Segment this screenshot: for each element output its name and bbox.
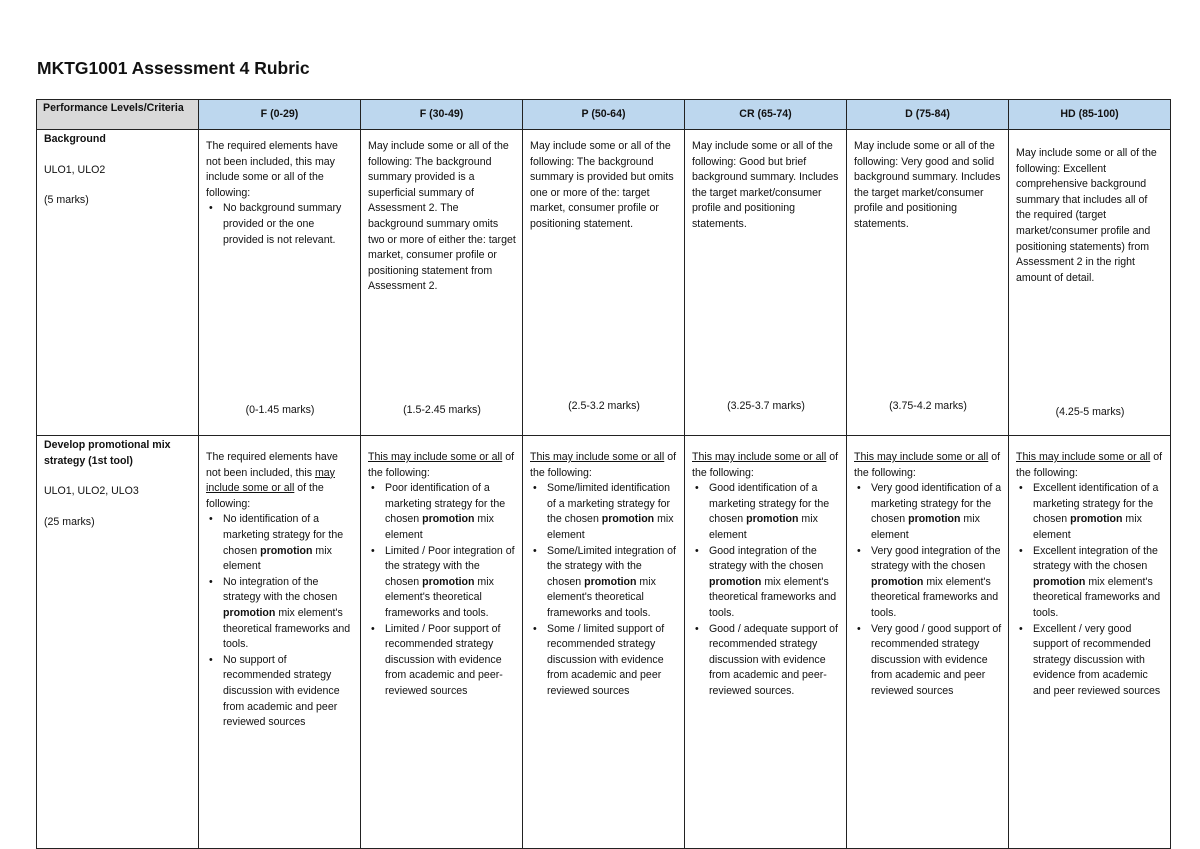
level-description: May include some or all of the following: Good but brief background summary. Includes the target market/consumer profile and positioning statements. (692, 140, 839, 230)
header-level-hd: HD (85-100) (1009, 100, 1171, 130)
list-item: • No support of recommended strategy discussion with evidence from academic and peer reviewed sources (223, 653, 354, 731)
header-level-cr: CR (65-74) (685, 100, 847, 130)
list-item: • Good / adequate support of recommended strategy discussion with evidence from academic and peer-reviewed sources. (709, 622, 840, 700)
level-cell (199, 436, 361, 849)
level-cell (361, 130, 523, 436)
header-level-f-30-49: F (30-49) (361, 100, 523, 130)
level-lead: This may include some or all of the following: (530, 451, 677, 479)
level-lead: This may include some or all of the following: (854, 451, 1001, 479)
criterion-cell (37, 436, 199, 849)
header-level-p: P (50-64) (523, 100, 685, 130)
level-cell (1009, 436, 1171, 849)
criterion-marks: (5 marks) (44, 194, 89, 207)
level-description: May include some or all of the following: Very good and solid background summary. Includes the target market/consumer profile and positioning statements. (854, 140, 1001, 230)
header-level-f-0-29: F (0-29) (199, 100, 361, 130)
table-row-promotional-mix (37, 436, 1171, 849)
criterion-cell (37, 130, 199, 436)
criterion-marks: (25 marks) (44, 515, 95, 528)
list-item: • Good integration of the strategy with the chosen promotion mix element's theoretical frameworks and tools. (709, 544, 840, 622)
list-item: • No identification of a marketing strategy for the chosen promotion mix element (223, 512, 354, 574)
level-lead: This may include some or all of the following: (692, 451, 839, 479)
list-item: • Limited / Poor integration of the strategy with the chosen promotion mix element's theoretical frameworks and tools. (385, 544, 516, 622)
level-cell (361, 436, 523, 849)
criterion-ulo: ULO1, ULO2 (44, 163, 106, 176)
header-criteria: Performance Levels/Criteria (37, 100, 199, 130)
list-item: • Limited / Poor support of recommended strategy discussion with evidence from academic and peer-reviewed sources (385, 622, 516, 700)
header-level-d: D (75-84) (847, 100, 1009, 130)
level-lead: The required elements have not been included, this may include some or all of the following: (206, 451, 338, 510)
level-cell (847, 130, 1009, 436)
page-title: MKTG1001 Assessment 4 Rubric (37, 58, 310, 78)
level-description: The required elements have not been included, this may include some or all of the following: (206, 140, 338, 199)
list-item: • Excellent / very good support of recommended strategy discussion with evidence from academic and peer reviewed sources (1033, 622, 1164, 700)
list-item: • Very good integration of the strategy with the chosen promotion mix element's theoretical frameworks and tools. (871, 544, 1002, 622)
level-cell (523, 436, 685, 849)
level-marks: (1.5-2.45 marks) (403, 404, 481, 416)
level-marks: (0-1.45 marks) (245, 404, 315, 416)
criterion-title: Background (44, 133, 106, 145)
level-marks: (3.25-3.7 marks) (727, 400, 805, 412)
level-description: May include some or all of the following: The background summary provided is a superficial summary of Assessment 2. The background summary omits two or more of either the: target market, consumer profile or positioning statement from Assessment 2. (368, 140, 516, 293)
list-item: • No integration of the strategy with the chosen promotion mix element's theoretical frameworks and tools. (223, 575, 354, 653)
criterion-title: Develop promotional mix strategy (1st tool) (44, 439, 171, 467)
list-item: • Poor identification of a marketing strategy for the chosen promotion mix element (385, 481, 516, 543)
level-cell (1009, 130, 1171, 436)
level-marks: (4.25-5 marks) (1055, 406, 1125, 418)
criterion-ulo: ULO1, ULO2, ULO3 (44, 485, 139, 498)
level-lead: This may include some or all of the following: (368, 451, 515, 479)
list-item: • Very good identification of a marketing strategy for the chosen promotion mix element (871, 481, 1002, 543)
level-cell (685, 130, 847, 436)
level-marks: (3.75-4.2 marks) (889, 400, 967, 412)
list-item: • Some/limited identification of a marketing strategy for the chosen promotion mix element (547, 481, 678, 543)
list-item: • Very good / good support of recommended strategy discussion with evidence from academic and peer reviewed sources (871, 622, 1002, 700)
level-lead: This may include some or all of the following: (1016, 451, 1163, 479)
list-item: • No background summary provided or the one provided is not relevant. (223, 201, 354, 248)
list-item: • Some/Limited integration of the strategy with the chosen promotion mix element's theoretical frameworks and tools. (547, 544, 678, 622)
level-description: May include some or all of the following: Excellent comprehensive background summary that includes all of the required (target market/consumer profile and positioning statements) from Assessment 2 in the right amount of detail. (1016, 147, 1157, 284)
level-cell (199, 130, 361, 436)
level-description: May include some or all of the following: The background summary is provided but omits one or more of the: target market, consumer profile or positioning statement. (530, 140, 674, 230)
level-marks: (2.5-3.2 marks) (568, 400, 640, 412)
rubric-table (36, 99, 1171, 849)
level-cell (523, 130, 685, 436)
list-item: • Some / limited support of recommended strategy discussion with evidence from academic and peer reviewed sources (547, 622, 678, 700)
header-row (37, 100, 1171, 130)
level-cell (847, 436, 1009, 849)
level-cell (685, 436, 847, 849)
list-item: • Excellent integration of the strategy with the chosen promotion mix element's theoretical frameworks and tools. (1033, 544, 1164, 622)
list-item: • Excellent identification of a marketing strategy for the chosen promotion mix element (1033, 481, 1164, 543)
list-item: • Good identification of a marketing strategy for the chosen promotion mix element (709, 481, 840, 543)
table-row-background (37, 130, 1171, 436)
